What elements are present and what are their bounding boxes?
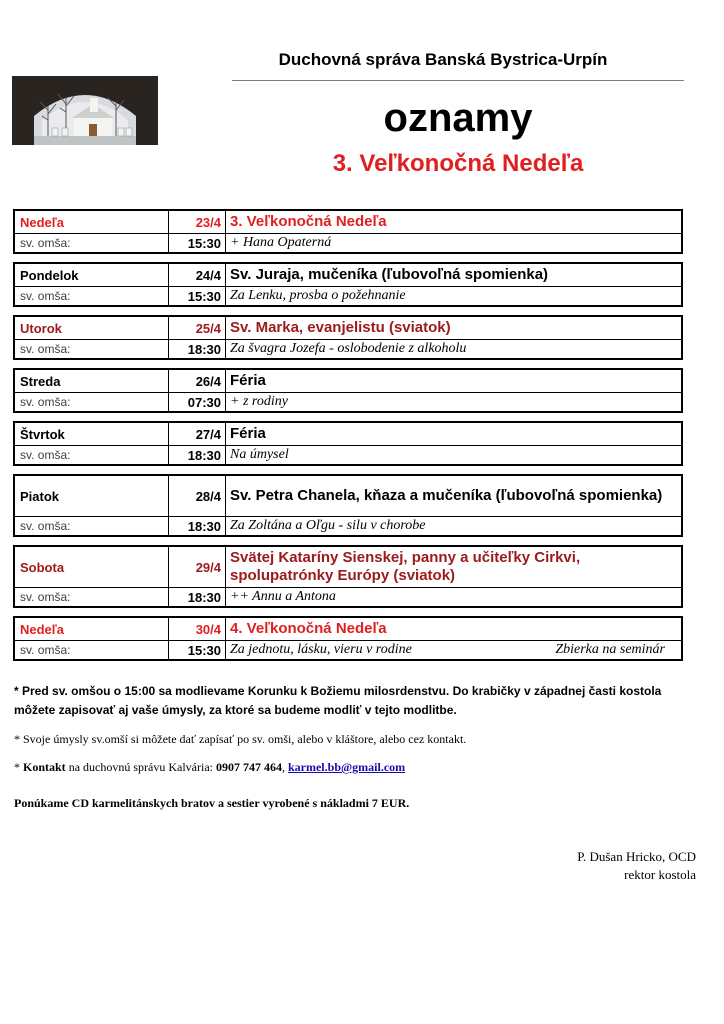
contact-phone: 0907 747 464 [215,760,282,774]
intention-text: Za jednotu, lásku, vieru v rodine [230,642,412,657]
cd-offer-note: Ponúkame CD karmelitánskych bratov a sestier vyrobené s nákladmi 7 EUR. [14,796,410,810]
day-name: Piatok [15,476,169,516]
day-row [15,211,681,233]
day-name: Utorok [15,317,169,339]
mass-intention [226,234,681,252]
mass-label: sv. omša: [15,393,169,411]
mass-time: 18:30 [169,446,226,464]
mass-time: 18:30 [169,517,226,535]
mass-row [15,516,681,535]
collection-note: Zbierka na seminár [555,642,665,657]
mass-row [15,445,681,464]
rosary-note: * Pred sv. omšou o 15:00 sa modlievame Korunku k Božiemu milosrdenstvu. Do krabičky v západnej časti kostola môžete zapisovať aj vaše úmysly, za ktoré sa budeme modliť v tejto modlitbe. [14,684,662,717]
mass-label: sv. omša: [15,517,169,535]
day-name: Pondelok [15,264,169,286]
mass-time: 07:30 [169,393,226,411]
day-feast: Svätej Kataríny Sienskej, panny a učiteľky Cirkvi, spolupatrónky Európy (sviatok) [230,549,581,584]
intention-text: Za švagra Jozefa - oslobodenie z alkoholu [230,341,467,356]
signature-name: P. Dušan Hricko, OCD [577,849,696,864]
weekly-schedule [13,209,683,669]
day-block [13,209,683,254]
intention-text: ++ Annu a Antona [230,589,336,604]
mass-intention [226,446,681,464]
day-block [13,315,683,360]
day-feast: Sv. Juraja, mučeníka (ľubovoľná spomienka) [230,266,549,283]
day-block [13,545,683,608]
mass-row [15,587,681,606]
mass-intention [226,641,681,659]
contact-text: na duchovnú správu Kalvária: [65,760,216,774]
contact-label: Kontakt [23,760,66,774]
mass-intention [226,517,681,535]
intentions-note: * Svoje úmysly sv.omší si môžete dať zapísať po sv. omši, alebo v kláštore, alebo cez kontakt. [14,732,467,746]
church-image-icon [12,76,158,145]
contact-note [14,760,405,775]
mass-row [15,286,681,305]
intention-text: + Hana Opaterná [230,235,332,250]
day-row [15,618,681,640]
day-date: 25/4 [169,317,226,339]
intention-text: Na úmysel [230,447,289,462]
intention-text: Za Lenku, prosba o požehnanie [230,288,406,303]
page-title: oznamy [383,96,533,140]
day-feast: Sv. Petra Chanela, kňaza a mučeníka (ľubovoľná spomienka) [230,487,663,504]
day-name: Nedeľa [15,618,169,640]
day-row [15,370,681,392]
mass-label: sv. omša: [15,287,169,305]
day-name: Nedeľa [15,211,169,233]
contact-prefix: * [14,760,23,774]
mass-intention [226,588,681,606]
day-block [13,262,683,307]
mass-time: 15:30 [169,287,226,305]
day-block [13,368,683,413]
notes-section [14,682,684,810]
day-row [15,476,681,516]
parish-name: Duchovná správa Banská Bystrica-Urpín [278,50,608,69]
mass-intention [226,340,681,358]
mass-row [15,640,681,659]
signature [577,848,696,884]
day-feast: 3. Veľkonočná Nedeľa [230,213,387,230]
day-date: 26/4 [169,370,226,392]
day-block [13,421,683,466]
church-photo [12,76,158,145]
signature-role: rektor kostola [624,867,696,882]
day-row [15,264,681,286]
day-feast: Sv. Marka, evanjelistu (sviatok) [230,319,451,336]
page-subtitle: 3. Veľkonočná Nedeľa [332,150,584,177]
mass-label: sv. omša: [15,641,169,659]
contact-email-link[interactable]: karmel.bb@gmail.com [287,760,406,774]
mass-intention [226,393,681,411]
day-row [15,547,681,587]
header-divider [232,80,684,81]
mass-label: sv. omša: [15,588,169,606]
day-feast: Féria [230,372,266,389]
day-date: 23/4 [169,211,226,233]
mass-label: sv. omša: [15,340,169,358]
day-name: Sobota [15,547,169,587]
day-block [13,474,683,537]
day-date: 24/4 [169,264,226,286]
mass-intention [226,287,681,305]
intention-text: Za Zoltána a Oľgu - silu v chorobe [230,518,426,533]
mass-time: 18:30 [169,340,226,358]
day-feast: 4. Veľkonočná Nedeľa [230,620,387,637]
day-name: Streda [15,370,169,392]
day-date: 30/4 [169,618,226,640]
intention-text: + z rodiny [230,394,288,409]
day-row [15,317,681,339]
mass-label: sv. omša: [15,234,169,252]
mass-time: 18:30 [169,588,226,606]
mass-time: 15:30 [169,641,226,659]
mass-row [15,392,681,411]
mass-label: sv. omša: [15,446,169,464]
day-name: Štvrtok [15,423,169,445]
mass-row [15,339,681,358]
day-row [15,423,681,445]
contact-separator: , [281,760,288,774]
day-date: 28/4 [169,476,226,516]
mass-time: 15:30 [169,234,226,252]
day-feast: Féria [230,425,266,442]
mass-row [15,233,681,252]
day-block [13,616,683,661]
day-date: 29/4 [169,547,226,587]
day-date: 27/4 [169,423,226,445]
